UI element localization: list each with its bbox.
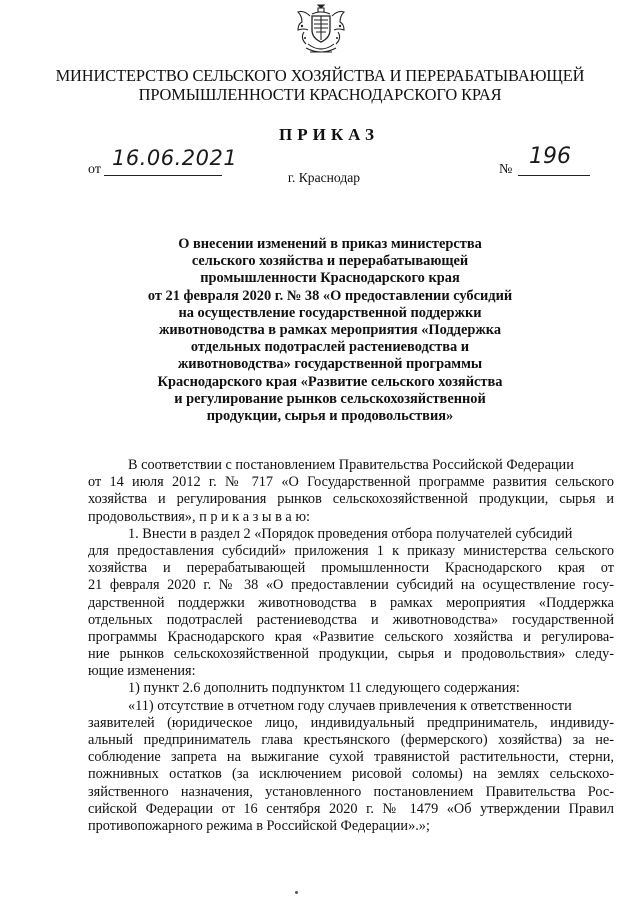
title-line: на осуществление государственной поддержки [178, 304, 482, 321]
title-line: отдельных подотраслей растениеводства и [190, 339, 470, 356]
body-line: хозяйства и перерабатывающей промышленности Краснодарского края от [88, 560, 614, 577]
body-line: пожнивных остатков (за исключением рисовой соломы) на землях сельскохо- [88, 766, 614, 783]
title-line: О внесении изменений в приказ министерства [178, 236, 482, 252]
body-line: зяйственного назначения, установленного постановлением Правительства Рос- [88, 783, 614, 800]
body-line: В соответствии с постановлением Правительства Российской Федерации [128, 457, 574, 473]
body-line: продовольствия», п р и к а з ы в а ю: [88, 508, 311, 525]
handwritten-number: 196 [529, 144, 571, 169]
title-line: и регулирование рынков сельскохозяйственной [174, 390, 486, 407]
body-line: 21 февраля 2020 г. № 38 «О предоставлении субсидий на осуществление госу- [88, 577, 614, 594]
title-line: сельского хозяйства и перерабатывающей [191, 253, 469, 270]
body-line: «11) отсутствие в отчетном году случаев привлечения к ответственности [128, 697, 572, 714]
page-mark [295, 891, 298, 894]
title-line: Краснодарского края «Развитие сельского хозяйства [157, 373, 503, 390]
ministry-name [40, 66, 600, 104]
body-line: программы Краснодарского края «Развитие сельского хозяйства и регулирова- [88, 628, 614, 645]
body-line: альный предприниматель глава крестьянского (фермерского) хозяйства) за не- [88, 732, 614, 748]
title-line: животноводства в рамках мероприятия «Поддержка [158, 322, 502, 339]
date-prefix: от [88, 162, 101, 177]
document-type-heading: ПРИКАЗ [279, 125, 379, 144]
body-line: сийской Федерации от 16 сентября 2020 г. № 1479 «Об утверждении Правил [88, 800, 614, 817]
body-line: ние рынков сельскохозяйственной продукции, сырья и продовольствия» следу- [88, 646, 614, 663]
title-line: промышленности Краснодарского края [200, 270, 460, 287]
ministry-line-2: ПРОМЫШЛЕННОСТИ КРАСНОДАРСКОГО КРАЯ [138, 85, 502, 104]
body-line: 1. Внести в раздел 2 «Порядок проведения отбора получателей субсидий [128, 525, 573, 542]
ministry-line-1: МИНИСТЕРСТВО СЕЛЬСКОГО ХОЗЯЙСТВА И ПЕРЕРАБАТЫВАЮЩЕЙ [55, 66, 585, 85]
body-line: заявителей (юридическое лицо, индивидуальный предприниматель, индивиду- [88, 714, 614, 731]
number-prefix: № [499, 162, 513, 177]
body-line: хозяйства и регулирования рынков сельскохозяйственной продукции, сырья и [88, 491, 614, 508]
body-line: ющие изменения: [88, 663, 196, 680]
body-line: противопожарного режима в Российской Федерации».»; [88, 817, 430, 834]
body-line: дарственной поддержки животноводства в рамках мероприятия «Поддержка [88, 594, 614, 611]
coat-of-arms-emblem [296, 2, 346, 56]
body-line: отдельных подотраслей растениеводства и животноводства» государственной [88, 611, 614, 628]
document-title [70, 236, 590, 425]
title-line: от 21 февраля 2020 г. № 38 «О предоставлении субсидий [147, 287, 513, 304]
handwritten-date: 16.06.2021 [112, 146, 238, 170]
title-line: продукции, сырья и продовольствия» [206, 408, 454, 425]
body-line: соблюдение запрета на выжигание сухой травянистой растительности, стерни, [88, 749, 614, 766]
body-line: от 14 июля 2012 г. № 717 «О Государственной программе развития сельского [88, 474, 614, 491]
body-line: для предоставления субсидий» приложения 1 к приказу министерства сельского [88, 542, 614, 559]
document-body [88, 457, 614, 835]
title-line: животноводства» государственной программы [177, 356, 483, 373]
city-name: г. Краснодар [287, 170, 361, 185]
body-line: 1) пункт 2.6 дополнить подпунктом 11 следующего содержания: [128, 680, 520, 697]
